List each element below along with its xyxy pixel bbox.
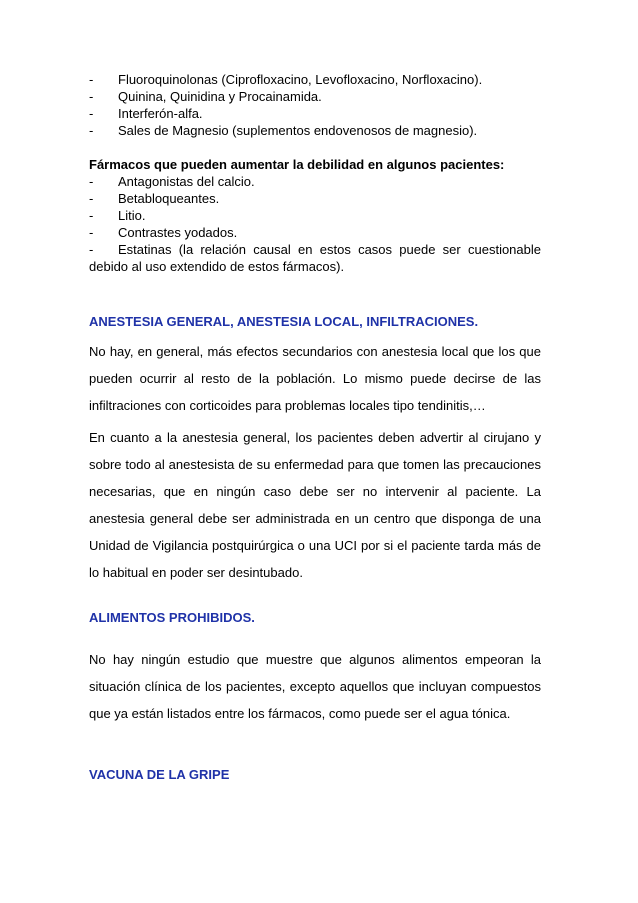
drug-list-top <box>89 71 541 275</box>
anesthesia-paragraph-1: No hay, en general, más efectos secundarios con anestesia local que los que pueden ocurrir al resto de la población. Lo mismo puede decirse de las infiltraciones con corticoides para problemas locales tipo tendinitis,… <box>89 344 541 413</box>
anesthesia-heading: ANESTESIA GENERAL, ANESTESIA LOCAL, INFILTRACIONES. <box>89 314 479 329</box>
list-item: - Fluoroquinolonas (Ciprofloxacino, Levofloxacino, Norfloxacino). <box>89 72 483 87</box>
flu-heading: VACUNA DE LA GRIPE <box>89 767 230 782</box>
list-item: - Betabloqueantes. <box>89 191 220 206</box>
foods-heading: ALIMENTOS PROHIBIDOS. <box>89 610 255 625</box>
list-item: - Sales de Magnesio (suplementos endovenosos de magnesio). <box>89 123 478 138</box>
list-item: - Litio. <box>89 208 146 223</box>
list-item: - Estatinas (la relación causal en estos casos puede ser cuestionable debido al uso extendido de estos fármacos). <box>89 242 541 274</box>
anesthesia-paragraph-2: En cuanto a la anestesia general, los pacientes deben advertir al cirujano y sobre todo al anestesista de su enfermedad para que tomen las precauciones necesarias, que en ningún caso debe ser no intervenir al paciente. La anestesia general debe ser administrada en un centro que disponga de una Unidad de Vigilancia postquirúrgica o una UCI por si el paciente tarda más de lo habitual en poder ser desintubado. <box>89 430 541 580</box>
foods-paragraph: No hay ningún estudio que muestre que algunos alimentos empeoran la situación clínica de los pacientes, excepto aquellos que incluyan compuestos que ya están listados entre los fármacos, como puede ser el agua tónica. <box>89 652 541 721</box>
weakness-title: Fármacos que pueden aumentar la debilidad en algunos pacientes: <box>89 157 505 172</box>
list-item: - Quinina, Quinidina y Procainamida. <box>89 89 322 104</box>
list-item: - Antagonistas del calcio. <box>89 174 255 189</box>
list-item: - Contrastes yodados. <box>89 225 238 240</box>
list-item: - Interferón-alfa. <box>89 106 203 121</box>
